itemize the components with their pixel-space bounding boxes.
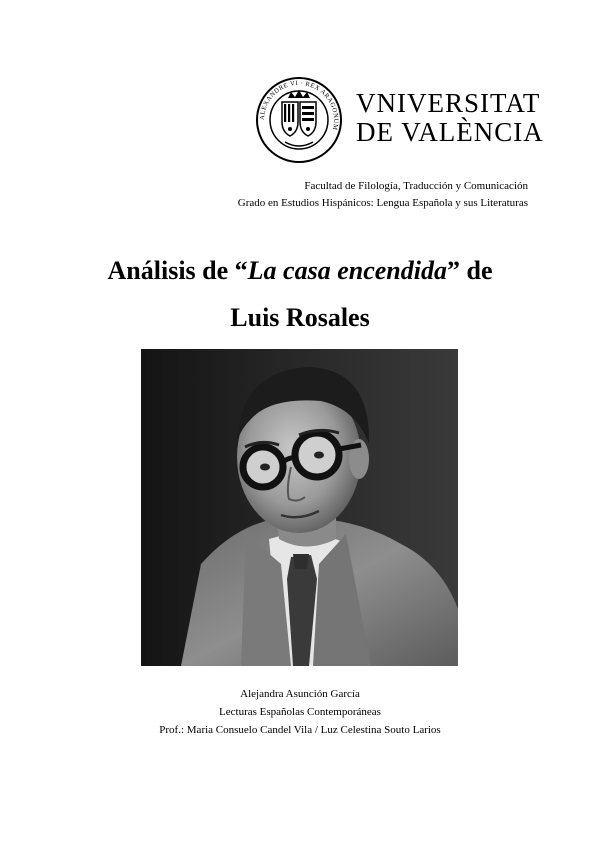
wordmark-line-2: DE VALÈNCIA [356,117,544,147]
credits-block [0,685,600,739]
title-author: Luis Rosales [230,303,370,332]
faculty-block [238,178,528,211]
degree-name: Grado en Estudios Hispánicos: Lengua Española y sus Literaturas [237,196,528,209]
title-prefix: Análisis de “ [107,256,248,285]
page-title [0,256,600,286]
professors-line: Prof.: Maria Consuelo Candel Vila / Luz Celestina Souto Larios [159,724,441,737]
university-wordmark [356,88,544,147]
university-seal-icon [255,76,343,164]
course-name: Lecturas Españolas Contemporáneas [219,706,381,719]
title-suffix: ” de [446,256,493,285]
faculty-name: Facultad de Filología, Traducción y Comunicación [304,180,528,192]
seal-ring-text: ALEXANDRE VI · REX ARAGONUM [258,79,340,131]
wordmark-line-1: VNIVERSITAT [356,88,541,118]
author-portrait-photo [141,349,458,666]
student-name: Alejandra Asunción García [240,688,360,700]
title-work: La casa encendida [247,256,447,285]
